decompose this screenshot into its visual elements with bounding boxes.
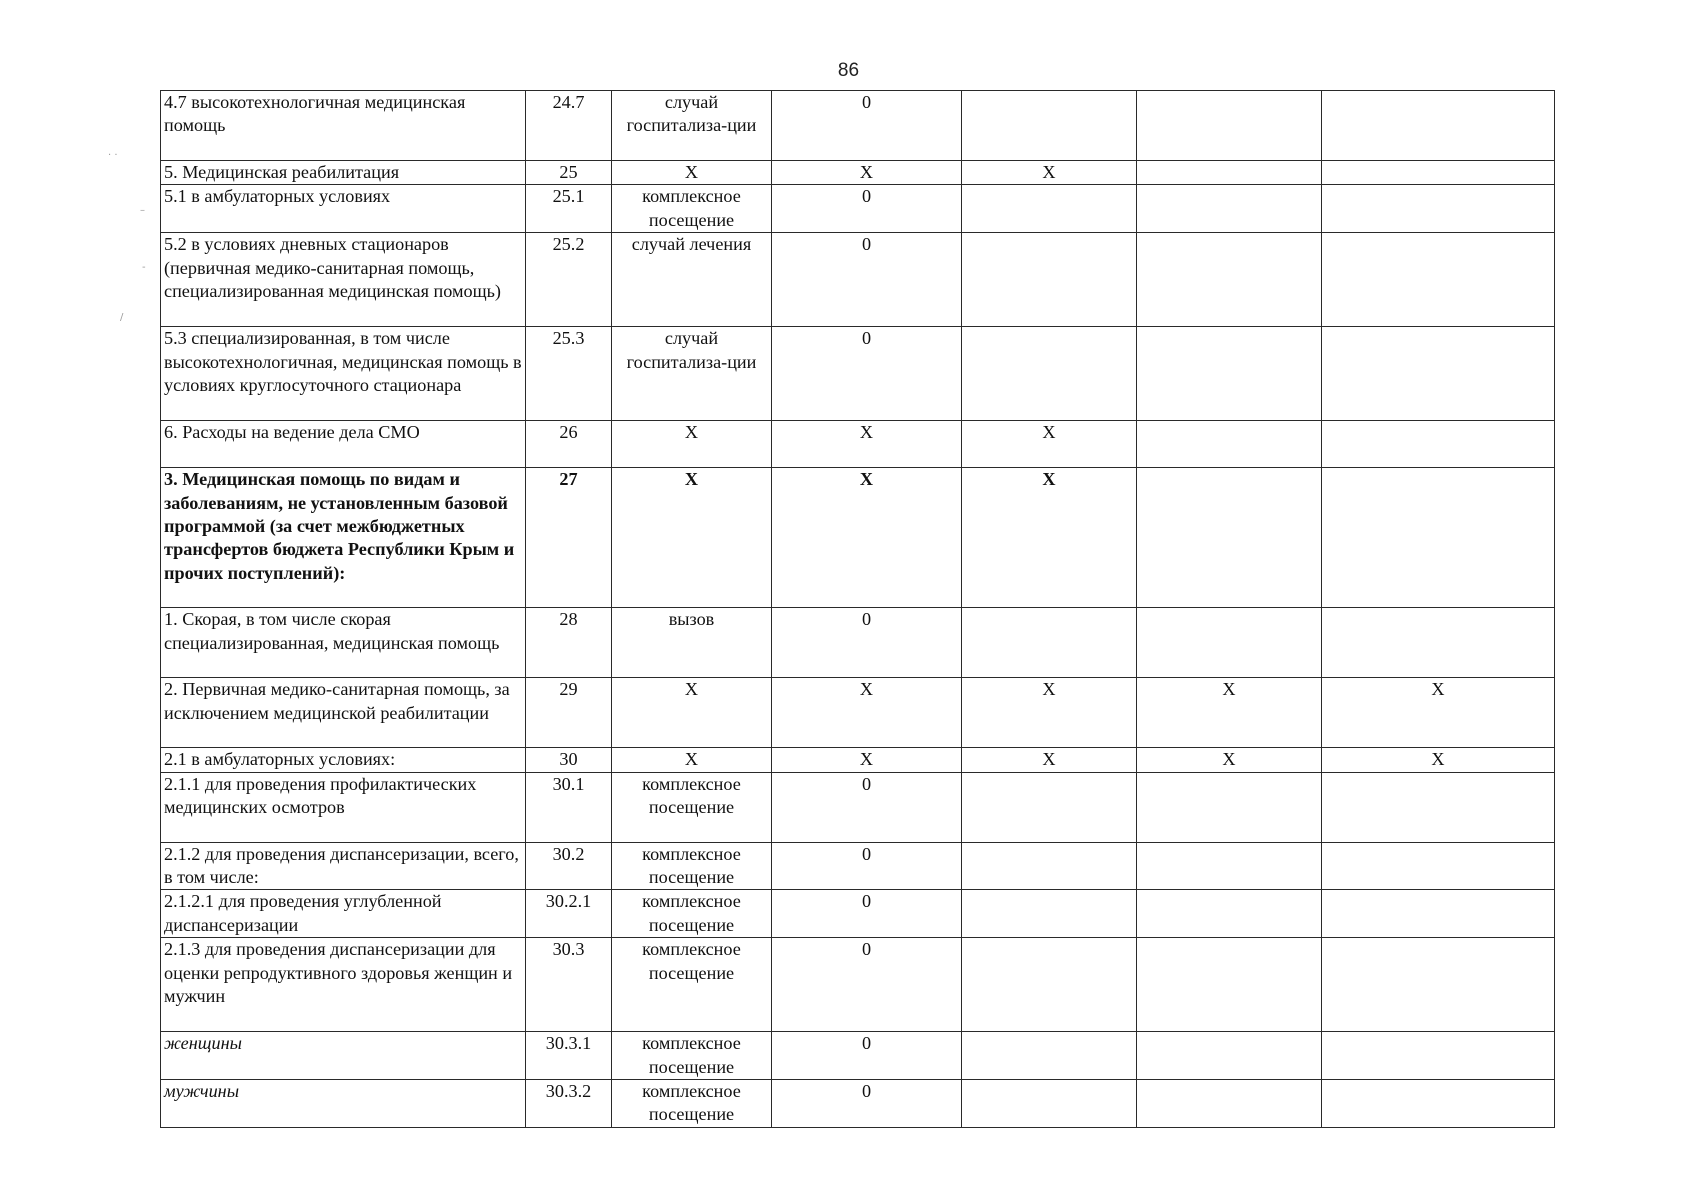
- cell-value-4: 0: [772, 233, 962, 327]
- cell-unit: Х: [612, 161, 772, 185]
- cell-value-5: [962, 1080, 1137, 1128]
- cell-code: 25.2: [526, 233, 612, 327]
- cell-value-5: Х: [962, 678, 1137, 748]
- cell-unit: случай лечения: [612, 233, 772, 327]
- table-row: [161, 161, 1555, 185]
- cell-value-5: [962, 772, 1137, 842]
- cell-unit: Х: [612, 421, 772, 468]
- cell-value-4: 0: [772, 842, 962, 890]
- cell-value-7: [1322, 185, 1555, 233]
- cell-value-7: [1322, 772, 1555, 842]
- cell-code: 28: [526, 608, 612, 678]
- cell-unit: вызов: [612, 608, 772, 678]
- cell-value-4: Х: [772, 421, 962, 468]
- cell-code: 30.2.1: [526, 890, 612, 938]
- cell-value-6: [1137, 161, 1322, 185]
- table-body: [161, 91, 1555, 1128]
- cell-value-5: [962, 608, 1137, 678]
- cell-value-4: 0: [772, 91, 962, 161]
- table-row: [161, 890, 1555, 938]
- cell-code: 30.2: [526, 842, 612, 890]
- table-row: [161, 938, 1555, 1032]
- cell-value-7: [1322, 421, 1555, 468]
- cell-unit: случай госпитализа-ции: [612, 91, 772, 161]
- cell-value-7: [1322, 842, 1555, 890]
- cell-code: 25.1: [526, 185, 612, 233]
- cell-value-4: Х: [772, 161, 962, 185]
- cell-code: 29: [526, 678, 612, 748]
- cell-code: 30.1: [526, 772, 612, 842]
- cell-value-4: 0: [772, 890, 962, 938]
- cell-value-5: Х: [962, 421, 1137, 468]
- cell-value-7: Х: [1322, 678, 1555, 748]
- cell-value-6: [1137, 185, 1322, 233]
- cell-name: 2. Первичная медико-санитарная помощь, за исключением медицинской реабилитации: [161, 678, 526, 748]
- cell-unit: Х: [612, 678, 772, 748]
- scan-speck: · ·: [108, 150, 118, 161]
- cell-value-5: [962, 1032, 1137, 1080]
- cell-value-6: [1137, 890, 1322, 938]
- cell-value-4: 0: [772, 772, 962, 842]
- cell-value-4: Х: [772, 468, 962, 608]
- table-row: [161, 468, 1555, 608]
- cell-name: 3. Медицинская помощь по видам и заболеваниям, не установленным базовой программой (за счет межбюджетных трансфертов бюджета Республики Крым и прочих поступлений):: [161, 468, 526, 608]
- table-row: [161, 608, 1555, 678]
- cell-unit: комплексное посещение: [612, 1080, 772, 1128]
- table-row: [161, 678, 1555, 748]
- cell-value-4: 0: [772, 1032, 962, 1080]
- cell-code: 30.3.2: [526, 1080, 612, 1128]
- cell-name: 5.1 в амбулаторных условиях: [161, 185, 526, 233]
- cell-name: 5. Медицинская реабилитация: [161, 161, 526, 185]
- cell-value-6: Х: [1137, 678, 1322, 748]
- cell-name: мужчины: [161, 1080, 526, 1128]
- cell-code: 26: [526, 421, 612, 468]
- cell-value-5: [962, 842, 1137, 890]
- table-row: [161, 1032, 1555, 1080]
- cell-value-6: [1137, 91, 1322, 161]
- cell-value-5: Х: [962, 468, 1137, 608]
- cell-value-6: [1137, 1080, 1322, 1128]
- cell-value-6: [1137, 608, 1322, 678]
- cell-code: 30.3: [526, 938, 612, 1032]
- cell-value-6: [1137, 772, 1322, 842]
- cell-value-7: [1322, 327, 1555, 421]
- cell-value-7: Х: [1322, 748, 1555, 772]
- cell-value-4: 0: [772, 608, 962, 678]
- cell-value-7: [1322, 608, 1555, 678]
- cell-code: 30: [526, 748, 612, 772]
- cell-name: 4.7 высокотехнологичная медицинская помощь: [161, 91, 526, 161]
- data-table: [160, 90, 1555, 1128]
- cell-value-5: [962, 890, 1137, 938]
- cell-value-5: [962, 91, 1137, 161]
- cell-value-5: Х: [962, 748, 1137, 772]
- cell-unit: комплексное посещение: [612, 772, 772, 842]
- cell-name: 1. Скорая, в том числе скорая специализированная, медицинская помощь: [161, 608, 526, 678]
- cell-unit: Х: [612, 748, 772, 772]
- cell-code: 25: [526, 161, 612, 185]
- cell-code: 25.3: [526, 327, 612, 421]
- cell-unit: случай госпитализа-ции: [612, 327, 772, 421]
- cell-value-6: [1137, 468, 1322, 608]
- cell-value-5: [962, 327, 1137, 421]
- table-row: [161, 1080, 1555, 1128]
- cell-unit: комплексное посещение: [612, 1032, 772, 1080]
- cell-value-7: [1322, 91, 1555, 161]
- cell-value-7: [1322, 468, 1555, 608]
- cell-name: 5.3 специализированная, в том числе высокотехнологичная, медицинская помощь в условиях круглосуточного стационара: [161, 327, 526, 421]
- cell-value-4: Х: [772, 748, 962, 772]
- cell-name: женщины: [161, 1032, 526, 1080]
- cell-value-7: [1322, 1032, 1555, 1080]
- table-row: [161, 748, 1555, 772]
- table-row: [161, 842, 1555, 890]
- scan-speck: –: [140, 205, 145, 216]
- cell-code: 27: [526, 468, 612, 608]
- scan-speck: /: [120, 312, 124, 323]
- cell-value-6: [1137, 1032, 1322, 1080]
- cell-unit: Х: [612, 468, 772, 608]
- cell-value-4: 0: [772, 1080, 962, 1128]
- cell-name: 2.1.1 для проведения профилактических медицинских осмотров: [161, 772, 526, 842]
- cell-value-5: Х: [962, 161, 1137, 185]
- cell-value-7: [1322, 161, 1555, 185]
- cell-name: 2.1.3 для проведения диспансеризации для оценки репродуктивного здоровья женщин и мужчин: [161, 938, 526, 1032]
- cell-name: 6. Расходы на ведение дела СМО: [161, 421, 526, 468]
- cell-value-6: Х: [1137, 748, 1322, 772]
- cell-value-4: 0: [772, 938, 962, 1032]
- cell-name: 2.1 в амбулаторных условиях:: [161, 748, 526, 772]
- cell-value-7: [1322, 233, 1555, 327]
- cell-value-4: 0: [772, 185, 962, 233]
- cell-name: 2.1.2 для проведения диспансеризации, всего, в том числе:: [161, 842, 526, 890]
- cell-value-4: 0: [772, 327, 962, 421]
- cell-value-6: [1137, 421, 1322, 468]
- cell-value-6: [1137, 327, 1322, 421]
- table-row: [161, 185, 1555, 233]
- cell-value-5: [962, 938, 1137, 1032]
- cell-value-7: [1322, 890, 1555, 938]
- cell-value-5: [962, 233, 1137, 327]
- cell-unit: комплексное посещение: [612, 938, 772, 1032]
- cell-value-6: [1137, 938, 1322, 1032]
- cell-value-4: Х: [772, 678, 962, 748]
- cell-unit: комплексное посещение: [612, 842, 772, 890]
- table-row: [161, 233, 1555, 327]
- cell-name: 5.2 в условиях дневных стационаров (первичная медико-санитарная помощь, специализированная медицинская помощь): [161, 233, 526, 327]
- page-number: 86: [837, 60, 860, 81]
- table-row: [161, 421, 1555, 468]
- cell-value-7: [1322, 1080, 1555, 1128]
- table-row: [161, 327, 1555, 421]
- scan-speck: -: [142, 262, 146, 273]
- cell-unit: комплексное посещение: [612, 890, 772, 938]
- cell-value-6: [1137, 842, 1322, 890]
- table-row: [161, 772, 1555, 842]
- cell-unit: комплексное посещение: [612, 185, 772, 233]
- cell-value-5: [962, 185, 1137, 233]
- cell-value-7: [1322, 938, 1555, 1032]
- cell-code: 30.3.1: [526, 1032, 612, 1080]
- table-row: [161, 91, 1555, 161]
- cell-name: 2.1.2.1 для проведения углубленной диспансеризации: [161, 890, 526, 938]
- cell-code: 24.7: [526, 91, 612, 161]
- cell-value-6: [1137, 233, 1322, 327]
